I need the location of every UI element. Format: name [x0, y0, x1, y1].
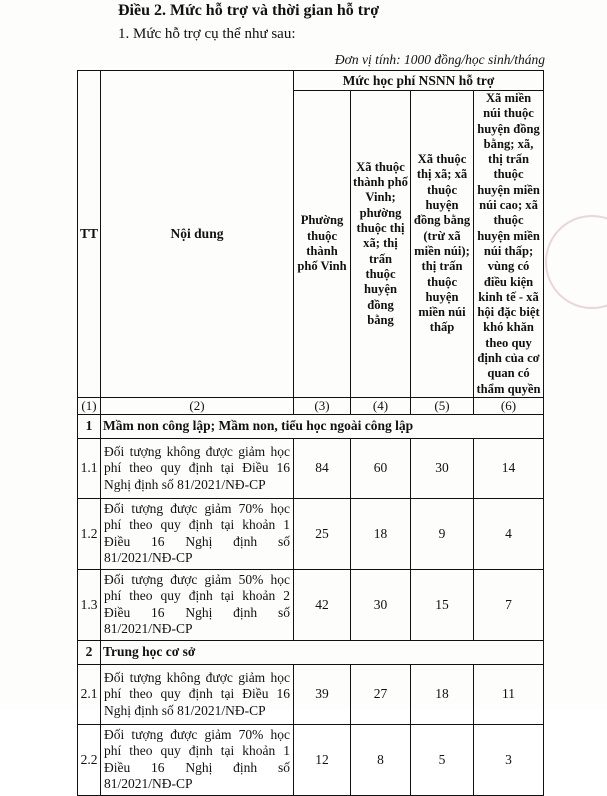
section-title: Trung học cơ sở: [101, 640, 544, 664]
value-level-4: 7: [474, 569, 544, 640]
unit-note: Đơn vị tính: 1000 đồng/học sinh/tháng: [334, 52, 545, 67]
section-title: Mầm non công lập; Mầm non, tiểu học ngoài công lập: [101, 414, 544, 438]
row-number: 2.2: [78, 724, 101, 795]
value-level-2: 27: [351, 664, 411, 724]
row-number: 2.1: [78, 664, 101, 724]
value-level-1: 25: [294, 498, 351, 569]
value-level-1: 12: [294, 724, 351, 795]
value-level-3: 30: [411, 438, 474, 498]
group-header: Mức học phí NSNN hỗ trợ: [294, 71, 544, 91]
section-row: [78, 640, 544, 664]
value-level-3: 18: [411, 664, 474, 724]
index-cell: (4): [351, 397, 411, 414]
index-cell: (6): [474, 397, 544, 414]
value-level-2: 30: [351, 569, 411, 640]
value-level-1: 42: [294, 569, 351, 640]
table-row: [78, 724, 544, 795]
table-row: [78, 438, 544, 498]
col-header-level-4: Xã miền núi thuộc huyện đồng bằng; xã, thị trấn thuộc huyện miền núi cao; xã thuộc huyện miền núi thấp; vùng có điều kiện kinh tế - xã hội đặc biệt khó khăn theo quy định của cơ quan có thẩm quyền: [474, 91, 544, 398]
col-header-content: Nội dung: [101, 71, 294, 398]
column-index-row: [78, 397, 544, 414]
col-header-level-3: Xã thuộc thị xã; xã thuộc huyện đồng bằng (trừ xã miền núi); thị trấn thuộc huyện miền núi thấp: [411, 91, 474, 398]
article-subheading: 1. Mức hỗ trợ cụ thể như sau:: [118, 26, 296, 42]
col-header-level-1: Phường thuộc thành phố Vinh: [294, 91, 351, 398]
value-level-3: 5: [411, 724, 474, 795]
row-number: 1.2: [78, 498, 101, 569]
value-level-3: 9: [411, 498, 474, 569]
index-cell: (5): [411, 397, 474, 414]
value-level-1: 84: [294, 438, 351, 498]
col-header-tt: TT: [78, 71, 101, 398]
section-number: 1: [78, 414, 101, 438]
value-level-4: 14: [474, 438, 544, 498]
value-level-2: 8: [351, 724, 411, 795]
row-number: 1.3: [78, 569, 101, 640]
section-row: [78, 414, 544, 438]
table-row: [78, 664, 544, 724]
col-header-level-2: Xã thuộc thành phố Vinh; phường thuộc thị xã; thị trấn thuộc huyện đồng bằng: [351, 91, 411, 398]
table-row: [78, 498, 544, 569]
value-level-3: 15: [411, 569, 474, 640]
value-level-1: 39: [294, 664, 351, 724]
value-level-2: 18: [351, 498, 411, 569]
row-description: Đối tượng được giảm 70% học phí theo quy định tại khoản 1 Điều 16 Nghị định số 81/2021/NĐ-CP: [101, 724, 294, 795]
value-level-4: 3: [474, 724, 544, 795]
value-level-2: 60: [351, 438, 411, 498]
value-level-4: 11: [474, 664, 544, 724]
article-heading: Điều 2. Mức hỗ trợ và thời gian hỗ trợ: [118, 2, 380, 19]
row-description: Đối tượng không được giảm học phí theo quy định tại Điều 16 Nghị định số 81/2021/NĐ-CP: [101, 438, 294, 498]
section-number: 2: [78, 640, 101, 664]
index-cell: (2): [101, 397, 294, 414]
table-row: [78, 569, 544, 640]
row-description: Đối tượng được giảm 50% học phí theo quy định tại khoản 2 Điều 16 Nghị định số 81/2021/NĐ-CP: [101, 569, 294, 640]
index-cell: (3): [294, 397, 351, 414]
row-description: Đối tượng không được giảm học phí theo quy định tại Điều 16 Nghị định số 81/2021/NĐ-CP: [101, 664, 294, 724]
fee-support-table: [77, 70, 544, 796]
official-stamp-edge: [545, 215, 607, 309]
index-cell: (1): [78, 397, 101, 414]
value-level-4: 4: [474, 498, 544, 569]
row-number: 1.1: [78, 438, 101, 498]
row-description: Đối tượng được giảm 70% học phí theo quy định tại khoản 1 Điều 16 Nghị định số 81/2021/NĐ-CP: [101, 498, 294, 569]
